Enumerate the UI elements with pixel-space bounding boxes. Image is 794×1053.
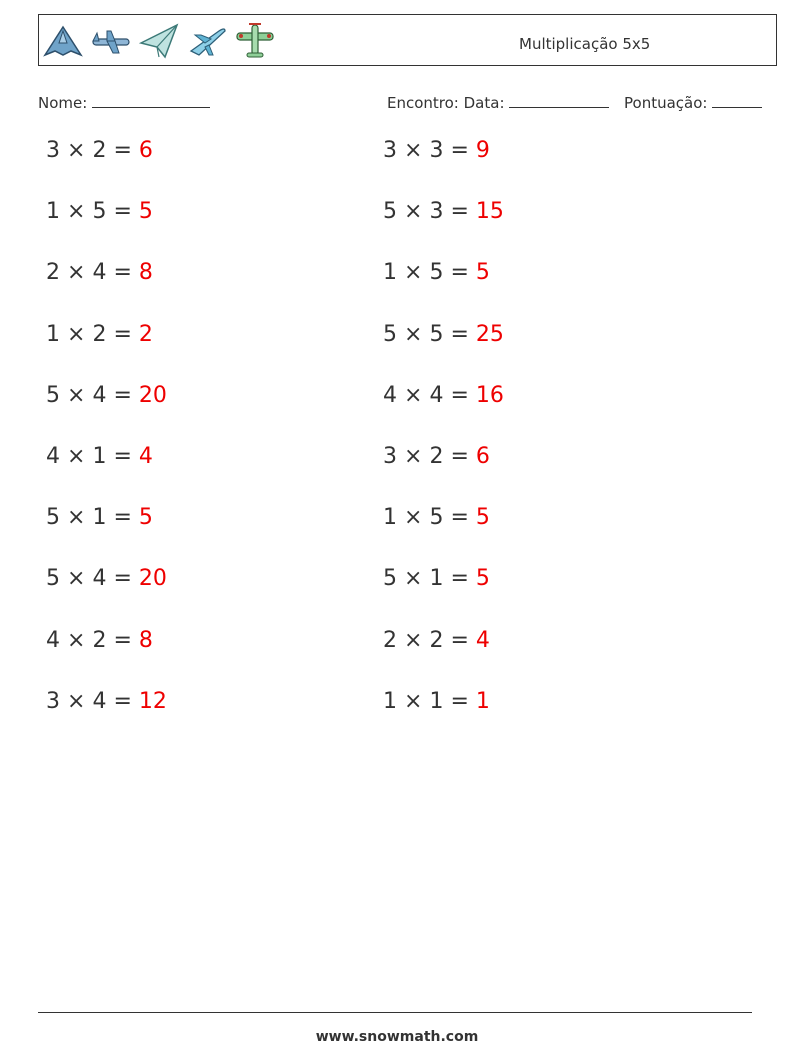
times-sign: × bbox=[67, 444, 86, 469]
times-sign: × bbox=[67, 628, 86, 653]
operand-b: 5 bbox=[429, 322, 444, 347]
times-sign: × bbox=[67, 260, 86, 285]
operand-a: 3 bbox=[46, 138, 60, 163]
footer-divider bbox=[38, 1012, 752, 1013]
operand-a: 1 bbox=[383, 260, 397, 285]
operand-b: 2 bbox=[429, 444, 444, 469]
problem-row bbox=[0, 383, 794, 423]
answer: 6 bbox=[138, 138, 153, 163]
operand-b: 2 bbox=[92, 322, 107, 347]
equals-sign: = bbox=[450, 199, 469, 224]
name-blank[interactable] bbox=[92, 92, 210, 108]
operand-b: 3 bbox=[429, 138, 444, 163]
worksheet-title: Multiplicação 5x5 bbox=[519, 35, 651, 53]
times-sign: × bbox=[67, 566, 86, 591]
operand-b: 4 bbox=[92, 566, 107, 591]
problem-row bbox=[0, 199, 794, 239]
score-label: Pontuação: bbox=[624, 94, 708, 112]
operand-a: 2 bbox=[383, 628, 397, 653]
problem-left bbox=[46, 444, 153, 469]
equals-sign: = bbox=[113, 689, 132, 714]
equals-sign: = bbox=[113, 322, 132, 347]
problem-right bbox=[383, 689, 490, 714]
times-sign: × bbox=[67, 138, 86, 163]
times-sign: × bbox=[404, 322, 423, 347]
answer: 9 bbox=[475, 138, 490, 163]
answer: 4 bbox=[138, 444, 153, 469]
times-sign: × bbox=[404, 628, 423, 653]
problem-right bbox=[383, 322, 504, 347]
operand-a: 5 bbox=[383, 322, 397, 347]
equals-sign: = bbox=[450, 260, 469, 285]
problem-right bbox=[383, 383, 504, 408]
problem-left bbox=[46, 505, 153, 530]
equals-sign: = bbox=[113, 199, 132, 224]
operand-a: 1 bbox=[46, 322, 60, 347]
operand-b: 1 bbox=[92, 505, 107, 530]
operand-a: 4 bbox=[383, 383, 397, 408]
operand-a: 5 bbox=[46, 505, 60, 530]
answer: 20 bbox=[138, 566, 167, 591]
operand-a: 5 bbox=[383, 566, 397, 591]
answer: 16 bbox=[475, 383, 504, 408]
answer: 5 bbox=[475, 566, 490, 591]
operand-b: 4 bbox=[92, 689, 107, 714]
operand-b: 1 bbox=[429, 689, 444, 714]
footer-website[interactable]: www.snowmath.com bbox=[315, 1029, 479, 1045]
operand-b: 2 bbox=[429, 628, 444, 653]
operand-a: 3 bbox=[46, 689, 60, 714]
problem-right bbox=[383, 138, 490, 163]
answer: 5 bbox=[475, 505, 490, 530]
name-field[interactable] bbox=[38, 92, 210, 112]
problem-left bbox=[46, 138, 153, 163]
problem-row bbox=[0, 322, 794, 362]
problem-right bbox=[383, 260, 490, 285]
times-sign: × bbox=[67, 199, 86, 224]
operand-a: 4 bbox=[46, 628, 60, 653]
operand-b: 1 bbox=[92, 444, 107, 469]
operand-b: 4 bbox=[92, 260, 107, 285]
paper-plane-icon bbox=[137, 21, 181, 61]
operand-a: 1 bbox=[383, 505, 397, 530]
problem-left bbox=[46, 322, 153, 347]
equals-sign: = bbox=[450, 383, 469, 408]
equals-sign: = bbox=[450, 444, 469, 469]
equals-sign: = bbox=[450, 138, 469, 163]
problem-right bbox=[383, 505, 490, 530]
equals-sign: = bbox=[113, 505, 132, 530]
problem-left bbox=[46, 689, 167, 714]
times-sign: × bbox=[67, 322, 86, 347]
operand-b: 4 bbox=[429, 383, 444, 408]
problem-left bbox=[46, 260, 153, 285]
problem-left bbox=[46, 566, 167, 591]
answer: 5 bbox=[138, 505, 153, 530]
problem-row bbox=[0, 566, 794, 606]
equals-sign: = bbox=[113, 628, 132, 653]
problem-row bbox=[0, 689, 794, 729]
answer: 4 bbox=[475, 628, 490, 653]
times-sign: × bbox=[404, 689, 423, 714]
problem-right bbox=[383, 628, 490, 653]
jet-plane-icon bbox=[89, 21, 133, 61]
operand-a: 1 bbox=[383, 689, 397, 714]
equals-sign: = bbox=[113, 383, 132, 408]
problem-right bbox=[383, 566, 490, 591]
answer: 2 bbox=[138, 322, 153, 347]
answer: 8 bbox=[138, 260, 153, 285]
equals-sign: = bbox=[450, 628, 469, 653]
propeller-plane-icon bbox=[233, 21, 277, 61]
operand-a: 5 bbox=[383, 199, 397, 224]
operand-b: 4 bbox=[92, 383, 107, 408]
operand-a: 5 bbox=[46, 383, 60, 408]
stealth-plane-icon bbox=[41, 21, 85, 61]
problem-row bbox=[0, 628, 794, 668]
operand-a: 3 bbox=[383, 138, 397, 163]
answer: 1 bbox=[475, 689, 490, 714]
operand-b: 2 bbox=[92, 628, 107, 653]
answer: 25 bbox=[475, 322, 504, 347]
problem-row bbox=[0, 505, 794, 545]
equals-sign: = bbox=[113, 138, 132, 163]
problem-left bbox=[46, 199, 153, 224]
equals-sign: = bbox=[113, 444, 132, 469]
operand-a: 1 bbox=[46, 199, 60, 224]
problem-row bbox=[0, 260, 794, 300]
equals-sign: = bbox=[450, 566, 469, 591]
operand-a: 5 bbox=[46, 566, 60, 591]
problem-right bbox=[383, 444, 490, 469]
times-sign: × bbox=[404, 566, 423, 591]
equals-sign: = bbox=[113, 260, 132, 285]
answer: 15 bbox=[475, 199, 504, 224]
operand-b: 3 bbox=[429, 199, 444, 224]
times-sign: × bbox=[404, 138, 423, 163]
operand-b: 5 bbox=[429, 505, 444, 530]
problem-row bbox=[0, 138, 794, 178]
times-sign: × bbox=[67, 383, 86, 408]
equals-sign: = bbox=[113, 566, 132, 591]
header-icons bbox=[41, 21, 277, 61]
date-field[interactable] bbox=[387, 92, 609, 112]
operand-b: 5 bbox=[92, 199, 107, 224]
date-label: Encontro: Data: bbox=[387, 94, 505, 112]
answer: 5 bbox=[475, 260, 490, 285]
equals-sign: = bbox=[450, 322, 469, 347]
times-sign: × bbox=[67, 689, 86, 714]
operand-a: 3 bbox=[383, 444, 397, 469]
answer: 8 bbox=[138, 628, 153, 653]
equals-sign: = bbox=[450, 505, 469, 530]
problem-row bbox=[0, 444, 794, 484]
operand-b: 2 bbox=[92, 138, 107, 163]
worksheet-header bbox=[38, 14, 777, 66]
problem-left bbox=[46, 628, 153, 653]
operand-b: 5 bbox=[429, 260, 444, 285]
name-label: Nome: bbox=[38, 94, 88, 112]
problem-right bbox=[383, 199, 504, 224]
times-sign: × bbox=[404, 199, 423, 224]
answer: 5 bbox=[138, 199, 153, 224]
date-blank[interactable] bbox=[509, 92, 609, 108]
answer: 6 bbox=[475, 444, 490, 469]
score-blank[interactable] bbox=[712, 92, 762, 108]
equals-sign: = bbox=[450, 689, 469, 714]
problem-left bbox=[46, 383, 167, 408]
operand-b: 1 bbox=[429, 566, 444, 591]
times-sign: × bbox=[404, 260, 423, 285]
airliner-icon bbox=[185, 21, 229, 61]
times-sign: × bbox=[67, 505, 86, 530]
answer: 20 bbox=[138, 383, 167, 408]
times-sign: × bbox=[404, 505, 423, 530]
times-sign: × bbox=[404, 383, 423, 408]
operand-a: 4 bbox=[46, 444, 60, 469]
score-field[interactable] bbox=[624, 92, 762, 112]
operand-a: 2 bbox=[46, 260, 60, 285]
answer: 12 bbox=[138, 689, 167, 714]
times-sign: × bbox=[404, 444, 423, 469]
